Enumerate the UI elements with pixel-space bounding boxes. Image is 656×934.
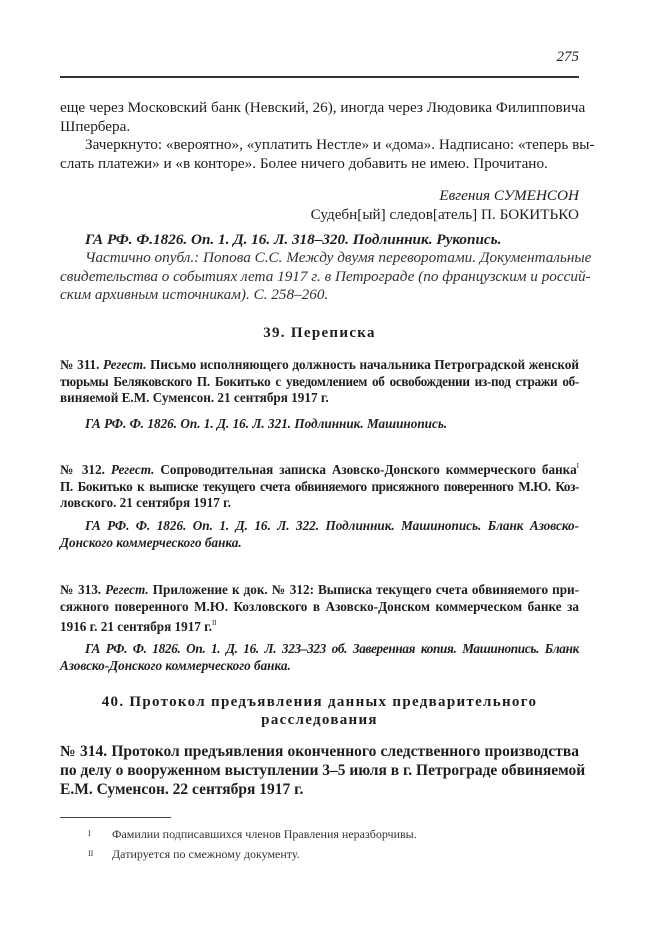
text-line: Шпербера. xyxy=(60,117,131,135)
text-line: ГА РФ. Ф. 1826. Оп. 1. Д. 16. Л. 321. Подлинник. Машинопись. xyxy=(85,416,448,431)
doc-number: № 313. xyxy=(60,582,102,597)
footnote-ref[interactable]: II xyxy=(211,619,217,627)
regest-label: Регест. xyxy=(105,582,149,597)
text-line: Зачеркнуто: «вероятно», «уплатить Нестле» и «дома». Надписано: «теперь вы- xyxy=(85,136,595,153)
signatures xyxy=(60,187,579,224)
doc-number: № 311. xyxy=(60,357,100,372)
text-line: слать платежи» и «в конторе». Более ничего добавить не имею. Прочитано. xyxy=(60,154,548,172)
regest-label: Регест. xyxy=(103,357,147,372)
text-line: ГА РФ. Ф. 1826. Оп. 1. Д. 16. Л. 322. Подлинник. Машинопись. Бланк Азовско- xyxy=(85,518,579,533)
doc-number: № 312. xyxy=(60,462,105,477)
text-line: сяжного поверенного М.Ю. Козловского в Азовско-Донском коммерческом банке за xyxy=(60,598,579,614)
page-number: 275 xyxy=(556,49,579,65)
text-line: 1916 г. 21 сентября 1917 г. xyxy=(60,619,212,634)
section-heading-40 xyxy=(60,693,579,729)
footnote-rule xyxy=(60,817,171,818)
text-line: Письмо исполняющего должность начальника Петроградской женской xyxy=(150,357,580,372)
publication-note xyxy=(60,249,592,305)
footnote-text: Датируется по смежному документу. xyxy=(112,847,300,861)
text-line: виняемой Е.М. Суменсон. 21 сентября 1917 г. xyxy=(60,390,329,405)
section-heading-39: 39. Переписка xyxy=(263,325,376,341)
note-paragraph xyxy=(60,136,595,173)
text-line: ГА РФ. Ф. 1826. Оп. 1. Д. 16. Л. 323–323 об. Заверенная копия. Машинопись. Бланк xyxy=(85,641,579,656)
heading-line: расследования xyxy=(261,712,378,728)
text-line: Азовско-Донского коммерческого банка. xyxy=(60,657,291,673)
footnote-ref[interactable]: I xyxy=(576,462,580,470)
text-line: ским архивным источникам). С. 258–260. xyxy=(60,286,329,303)
footnotes xyxy=(60,824,579,864)
document-313-citation xyxy=(60,641,579,674)
document-311-regest xyxy=(60,357,579,407)
regest-label: Регест. xyxy=(110,462,155,477)
text-line: тюрьмы Беляковского П. Бокитько с уведомлением об освобождении из-под стражи об- xyxy=(60,373,579,389)
signature-bokitko: Судебн[ый] следов[атель] П. БОКИТЬКО xyxy=(310,205,579,223)
text-line: № 314. Протокол предъявления оконченного следственного производства xyxy=(60,743,579,760)
signature-sumenson: Евгения СУМЕНСОН xyxy=(439,187,579,204)
document-311-citation xyxy=(60,416,579,433)
text-line: П. Бокитько к выписке текущего счета обвиняемого присяжного поверенного М.Ю. Коз- xyxy=(60,478,579,494)
text-line: Приложение к док. № 312: Выписка текущего счета обвиняемого при- xyxy=(152,582,580,597)
document-313-regest xyxy=(60,582,579,636)
text-line: Е.М. Суменсон. 22 сентября 1917 г. xyxy=(60,781,304,798)
footnote-mark: II xyxy=(88,849,94,858)
text-line: Сопроводительная записка Азовско-Донского коммерческого банка xyxy=(160,462,577,477)
footnote-text: Фамилии подписавшихся членов Правления неразборчивы. xyxy=(112,827,417,841)
document-312-citation xyxy=(60,518,579,551)
header-rule xyxy=(60,76,579,78)
text-line: Донского коммерческого банка. xyxy=(60,534,242,550)
source-citation: ГА РФ. Ф.1826. Оп. 1. Д. 16. Л. 318–320. Подлинник. Рукопись. xyxy=(85,231,502,248)
footnote-2 xyxy=(88,844,579,864)
document-312-regest xyxy=(60,458,579,512)
footnote-1 xyxy=(88,824,579,844)
text-line: еще через Московский банк (Невский, 26), иногда через Людовика Филипповича xyxy=(60,99,586,116)
text-line: Частично опубл.: Попова С.С. Между двумя переворотами. Документальные xyxy=(85,249,592,266)
text-line: свидетельства о событиях лета 1917 г. в Петрограде (по французским и россий- xyxy=(60,267,591,285)
heading-line: 40. Протокол предъявления данных предварительного xyxy=(101,694,538,710)
document-314-title xyxy=(60,742,586,799)
text-line: ловского. 21 сентября 1917 г. xyxy=(60,495,231,510)
footnote-mark: I xyxy=(88,829,91,838)
continuation-paragraph xyxy=(60,99,586,136)
text-line: по делу о вооруженном выступлении 3–5 июля в г. Петрограде обвиняемой xyxy=(60,762,586,779)
